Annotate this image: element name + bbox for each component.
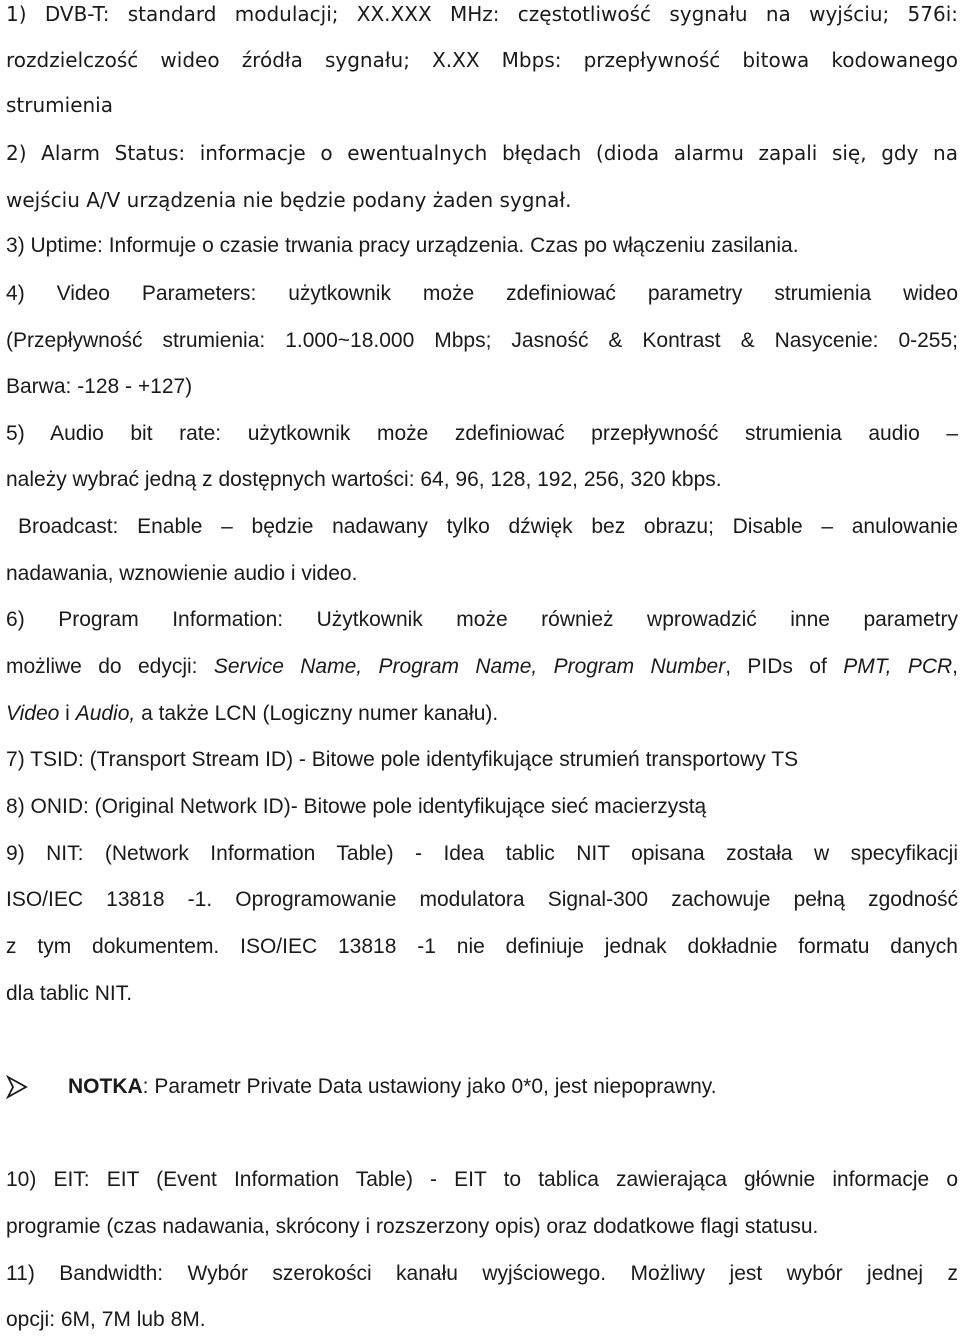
item-2-number: 2 (6, 141, 19, 165)
item-11-line-2: opcji: 6M, 7M lub 8M. (6, 1308, 206, 1331)
item-10-text-1: EIT: EIT (Event Information Table) - EIT to tablica zawierająca głównie informacje o (53, 1168, 958, 1191)
item-9-line-3: z tym dokumentem. ISO/IEC 13818 -1 nie definiuje jednak dokładnie formatu danych (6, 935, 958, 958)
item-6-text-3c: Audio, (75, 702, 136, 725)
item-5-line-4: nadawania, wznowienie audio i video. (6, 562, 358, 585)
item-8-line-1: 8) ONID: (Original Network ID)- Bitowe pole identyfikujące sieć macierzystą (6, 795, 707, 818)
item-1-text-1: DVB-T: standard modulacji; XX.XXX MHz: częstotliwość sygnału na wyjściu; 576i: (44, 2, 958, 26)
item-4-text-1: Video Parameters: użytkownik może zdefiniować parametry strumienia wideo (56, 282, 958, 305)
item-5-number: 5 (6, 422, 18, 445)
arrowhead-bullet-icon (6, 1075, 28, 1099)
item-6-text-3b: i (59, 702, 76, 725)
item-11-number: 11 (6, 1262, 28, 1285)
item-4-line-1: 4) Video Parameters: użytkownik może zdefiniować parametry strumienia wideo (6, 282, 958, 305)
item-3-text-1: Uptime: Informuje o czasie trwania pracy urządzenia. Czas po włączeniu zasilania. (30, 234, 799, 257)
item-7-number: 7 (6, 748, 18, 771)
item-9-line-4: dla tablic NIT. (6, 982, 133, 1005)
item-1-number: 1 (6, 2, 19, 26)
item-1-line-3: strumienia (6, 93, 113, 117)
item-2-text-1: Alarm Status: informacje o ewentualnych błędach (dioda alarmu zapali się, gdy na (41, 141, 958, 165)
note-text (68, 1073, 717, 1101)
note-label: NOTKA (68, 1075, 143, 1098)
item-9-line-2: ISO/IEC 13818 -1. Oprogramowanie modulatora Signal-300 zachowuje pełną zgodność (6, 888, 958, 911)
item-9-number: 9 (6, 842, 18, 865)
item-7-text-1: TSID: (Transport Stream ID) - Bitowe pole identyfikujące strumień transportowy TS (30, 748, 799, 771)
item-9-line-1: 9) NIT: (Network Information Table) - Idea tablic NIT opisana została w specyfikacji (6, 842, 958, 865)
item-3-number: 3 (6, 234, 18, 257)
item-1-line-1: 1) DVB-T: standard modulacji; XX.XXX MHz: częstotliwość sygnału na wyjściu; 576i: (6, 2, 958, 26)
item-6-text-2b: Service Name, Program Name, Program Number (213, 655, 726, 678)
item-6-line-1: 6) Program Information: Użytkownik może również wprowadzić inne parametry (6, 608, 958, 631)
item-1-line-2: rozdzielczość wideo źródła sygnału; X.XX Mbps: przepływność bitowa kodowanego (6, 48, 958, 72)
item-6-text-2a: możliwe do edycji: (6, 655, 214, 678)
item-6-line-3 (6, 700, 958, 728)
item-6-text-2e: , (952, 655, 958, 678)
item-6-text-2c: , PIDs of (725, 655, 844, 678)
item-6-text-2d: PMT, PCR (843, 655, 953, 678)
item-6-text-1: Program Information: Użytkownik może również wprowadzić inne parametry (58, 608, 958, 631)
note-row (6, 1073, 958, 1101)
item-5-line-3: Broadcast: Enable – będzie nadawany tylko dźwięk bez obrazu; Disable – anulowanie (18, 515, 958, 538)
item-4-line-2: (Przepływność strumienia: 1.000~18.000 Mbps; Jasność & Kontrast & Nasycenie: 0-255; (6, 329, 958, 352)
item-11-line-1: 11) Bandwidth: Wybór szerokości kanału wyjściowego. Możliwy jest wybór jednej z (6, 1262, 958, 1285)
item-8-number: 8 (6, 795, 18, 818)
item-2-line-1: 2) Alarm Status: informacje o ewentualnych błędach (dioda alarmu zapali się, gdy na (6, 141, 958, 165)
item-6-text-3d: a także LCN (Logiczny numer kanału). (135, 702, 499, 725)
item-10-line-2: programie (czas nadawania, skrócony i rozszerzony opis) oraz dodatkowe flagi statusu. (6, 1215, 819, 1238)
item-5-line-2: należy wybrać jedną z dostępnych wartości: 64, 96, 128, 192, 256, 320 kbps. (6, 468, 722, 491)
item-4-number: 4 (6, 282, 18, 305)
item-3-line-1: 3) Uptime: Informuje o czasie trwania pracy urządzenia. Czas po włączeniu zasilania. (6, 234, 799, 257)
item-10-number: 10 (6, 1168, 30, 1191)
item-10-line-1: 10) EIT: EIT (Event Information Table) - EIT to tablica zawierająca głównie informacje o (6, 1168, 958, 1191)
item-8-text-1: ONID: (Original Network ID)- Bitowe pole identyfikujące sieć macierzystą (30, 795, 707, 818)
item-4-line-3: Barwa: -128 - +127) (6, 375, 193, 398)
item-6-number: 6 (6, 608, 18, 631)
item-11-text-1: Bandwidth: Wybór szerokości kanału wyjściowego. Możliwy jest wybór jednej z (59, 1262, 958, 1285)
item-5-line-1: 5) Audio bit rate: użytkownik może zdefiniować przepływność strumienia audio – (6, 422, 958, 445)
item-5-text-1: Audio bit rate: użytkownik może zdefiniować przepływność strumienia audio – (50, 422, 958, 445)
item-6-line-2 (6, 653, 958, 681)
item-9-text-1: NIT: (Network Information Table) - Idea tablic NIT opisana została w specyfikacji (46, 842, 958, 865)
item-6-text-3a: Video (6, 702, 60, 725)
note-body: : Parametr Private Data ustawiony jako 0*0, jest niepoprawny. (142, 1075, 717, 1098)
item-7-line-1: 7) TSID: (Transport Stream ID) - Bitowe pole identyfikujące strumień transportowy TS (6, 748, 799, 771)
item-2-line-2: wejściu A/V urządzenia nie będzie podany żaden sygnał. (6, 188, 572, 212)
